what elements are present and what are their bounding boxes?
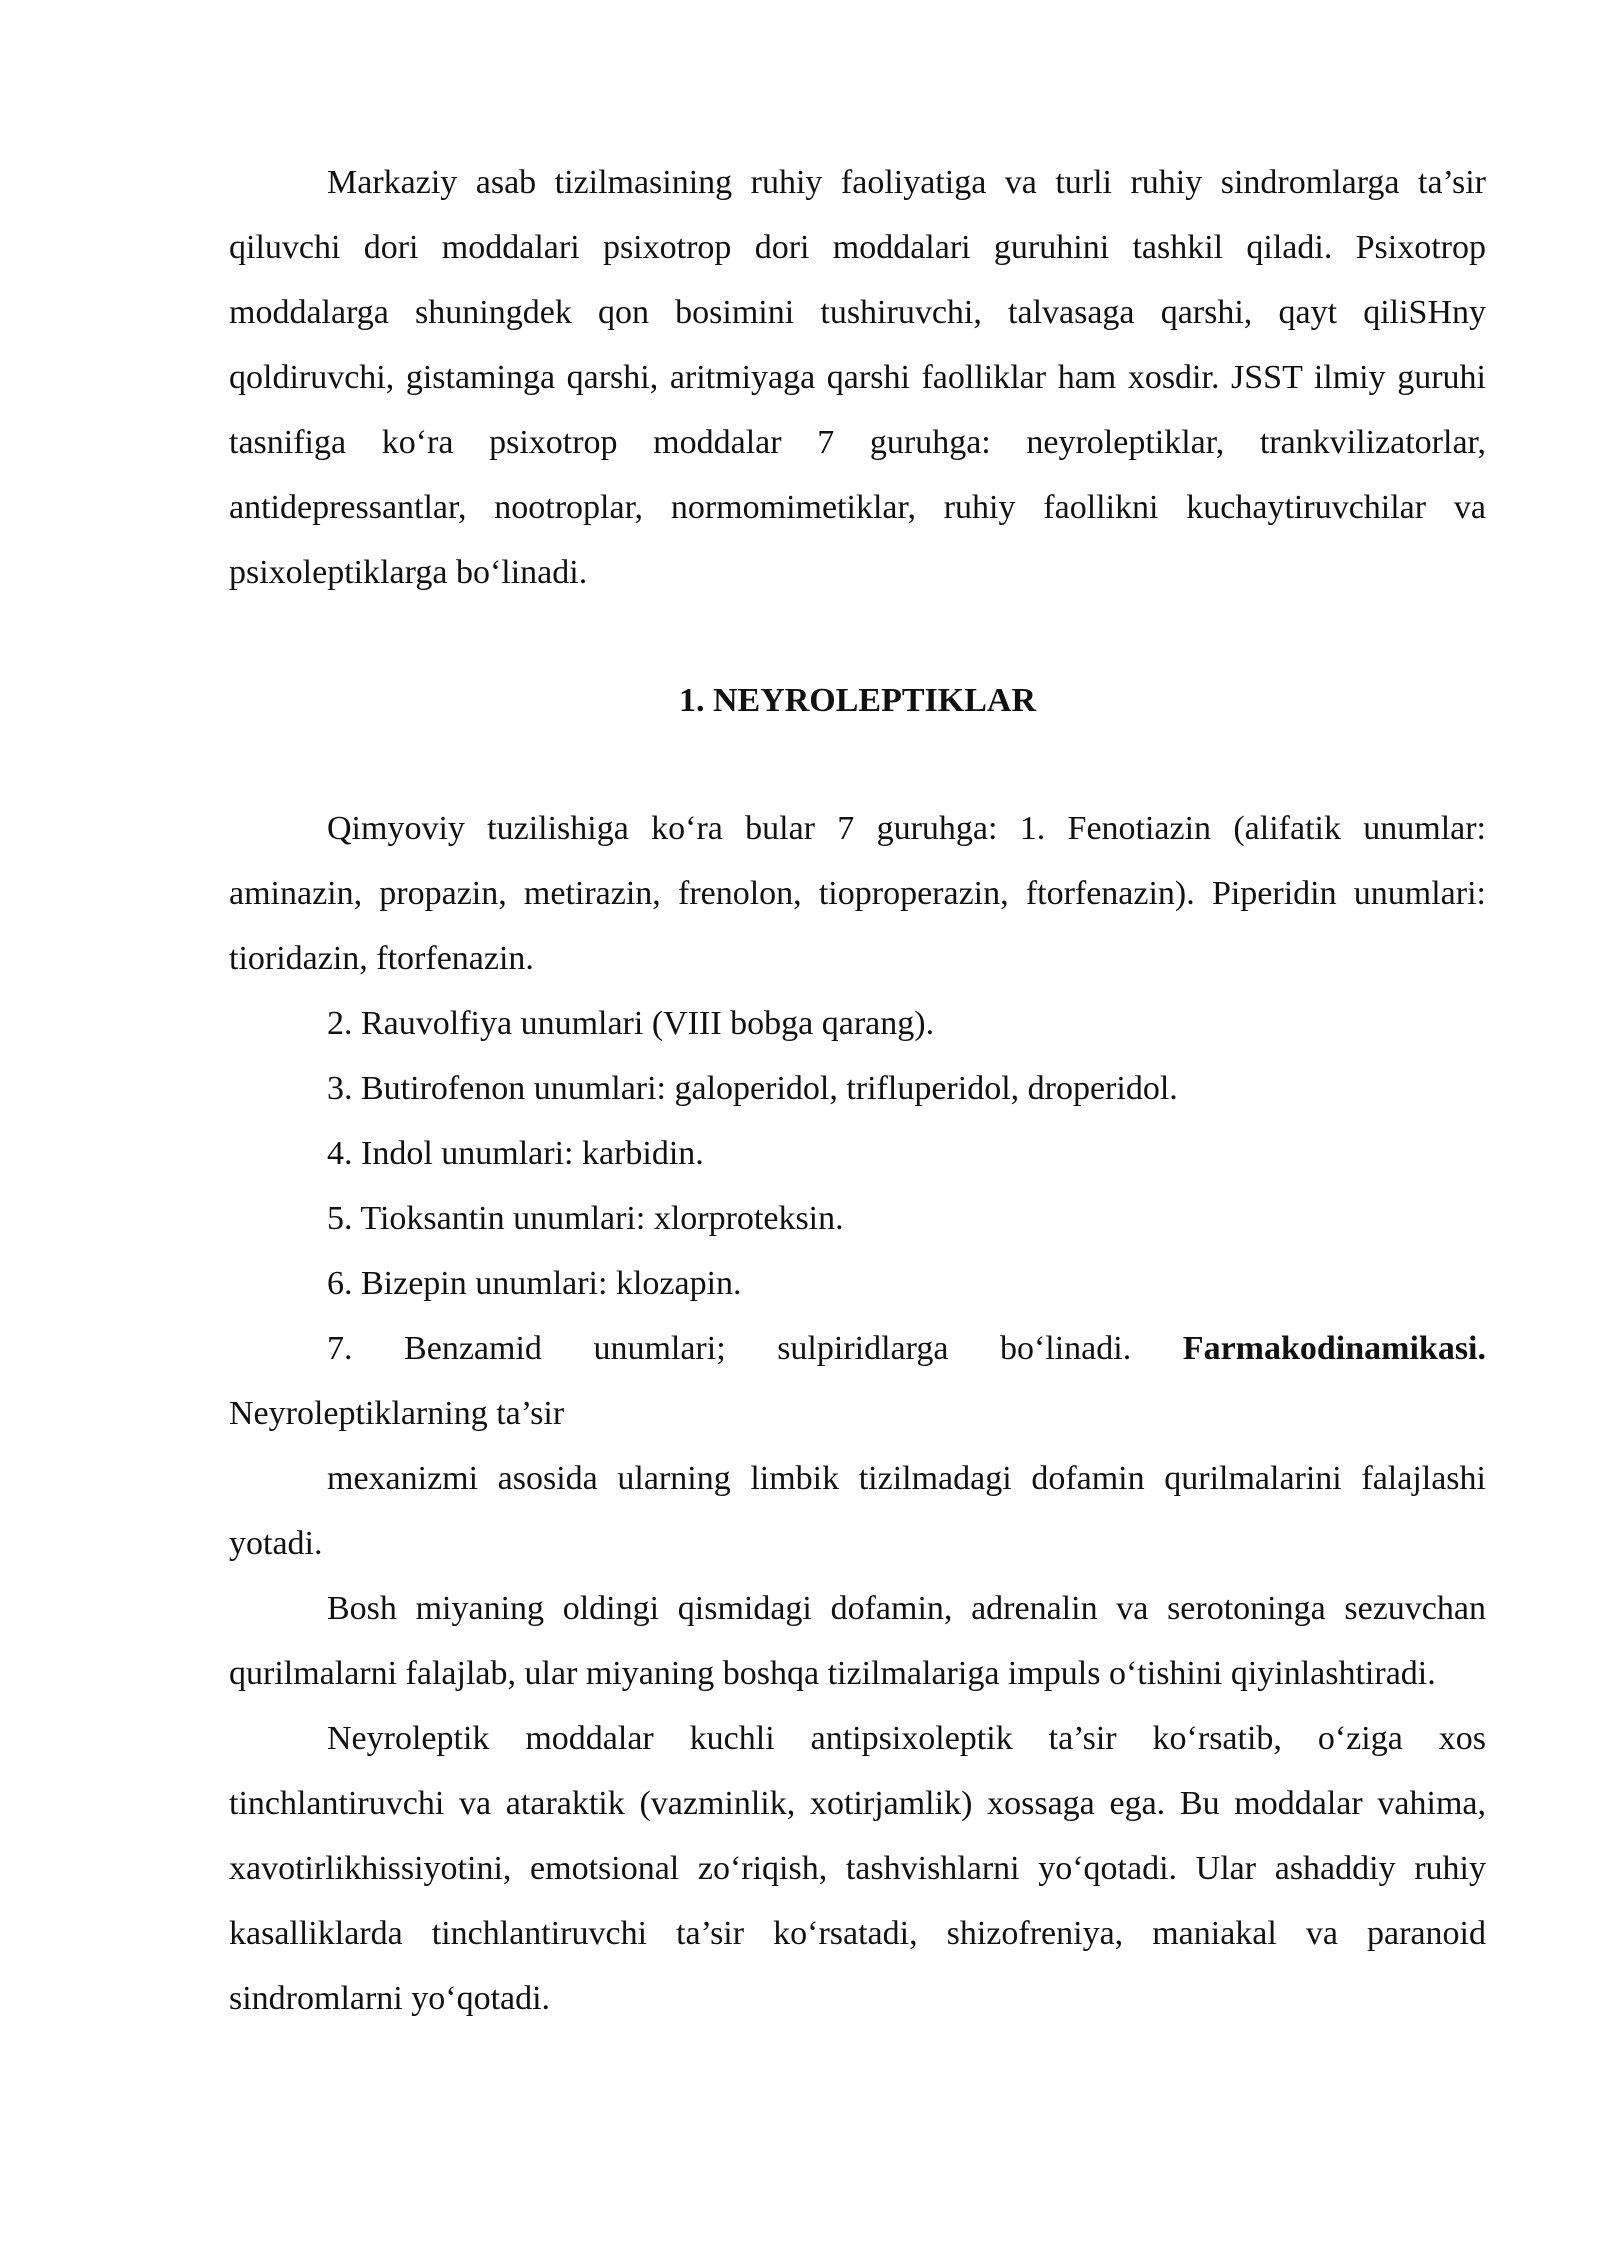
list-item: 5. Tioksantin unumlari: xlorproteksin. [327, 1200, 844, 1237]
effects-paragraph: Neyroleptik moddalar kuchli antipsixoleptik ta’sir ko‘rsatib, o‘ziga xos tinchlantiruvchi va ataraktik (vazminlik, xotirjamlik) xossaga ega. Bu moddalar vahima, xavotirlikhissiyotini, emotsional zo‘riqish, tashvishlarni yo‘qotadi. Ular ashaddiy ruhiy kasalliklarda tinchlantiruvchi ta’sir ko‘rsatadi, shizofreniya, maniakal va paranoid sindromlarni yo‘qotadi. [229, 1720, 1486, 2017]
document-page [229, 150, 1486, 2031]
classification-paragraph: Qimyoviy tuzilishiga ko‘ra bular 7 guruhga: 1. Fenotiazin (alifatik unumlar: aminazin, propazin, metirazin, frenolon, tioproperazin, ftorfenazin). Piperidin unumlari: tioridazin, ftorfenazin. [229, 810, 1486, 977]
section-heading: 1. NEYROLEPTIKLAR [678, 682, 1037, 719]
list-item-7 [229, 1316, 1486, 1446]
mechanism-paragraph: mexanizmi asosida ularning limbik tizilmadagi dofamin qurilmalarini falajlashi yotadi. [229, 1460, 1486, 1562]
intro-paragraph: Markaziy asab tizilmasining ruhiy faoliyatiga va turli ruhiy sindromlarga ta’sir qiluvchi dori moddalari psixotrop dori moddalari guruhini tashkil qiladi. Psixotrop moddalarga shuningdek qon bosimini tushiruvchi, talvasaga qarshi, qayt qiliSHny qoldiruvchi, gistaminga qarshi, aritmiyaga qarshi faolliklar ham xosdir. JSST ilmiy guruhi tasnifiga ko‘ra psixotrop moddalar 7 guruhga: neyroleptiklar, trankvilizatorlar, antidepressantlar, nootroplar, normomimetiklar, ruhiy faollikni kuchaytiruvchilar va psixoleptiklarga bo‘linadi. [229, 164, 1486, 591]
list-item-7-text: 7. Benzamid unumlari; sulpiridlarga bo‘linadi. [327, 1330, 1132, 1367]
list-item: 4. Indol unumlari: karbidin. [327, 1135, 704, 1172]
list-item: 3. Butirofenon unumlari: galoperidol, trifluperidol, droperidol. [327, 1070, 1178, 1107]
list-item: 6. Bizepin unumlari: klozapin. [327, 1265, 742, 1302]
brain-paragraph: Bosh miyaning oldingi qismidagi dofamin, adrenalin va serotoninga sezuvchan qurilmalarni falajlab, ular miyaning boshqa tizilmalariga impuls o‘tishini qiyinlashtiradi. [229, 1590, 1486, 1692]
list-item-7-continuation: Neyroleptiklarning ta’sir [229, 1395, 565, 1432]
farmakodinamika-label: Farmakodinamikasi. [1182, 1330, 1487, 1367]
list-item: 2. Rauvolfiya unumlari (VIII bobga qarang). [327, 1005, 935, 1042]
